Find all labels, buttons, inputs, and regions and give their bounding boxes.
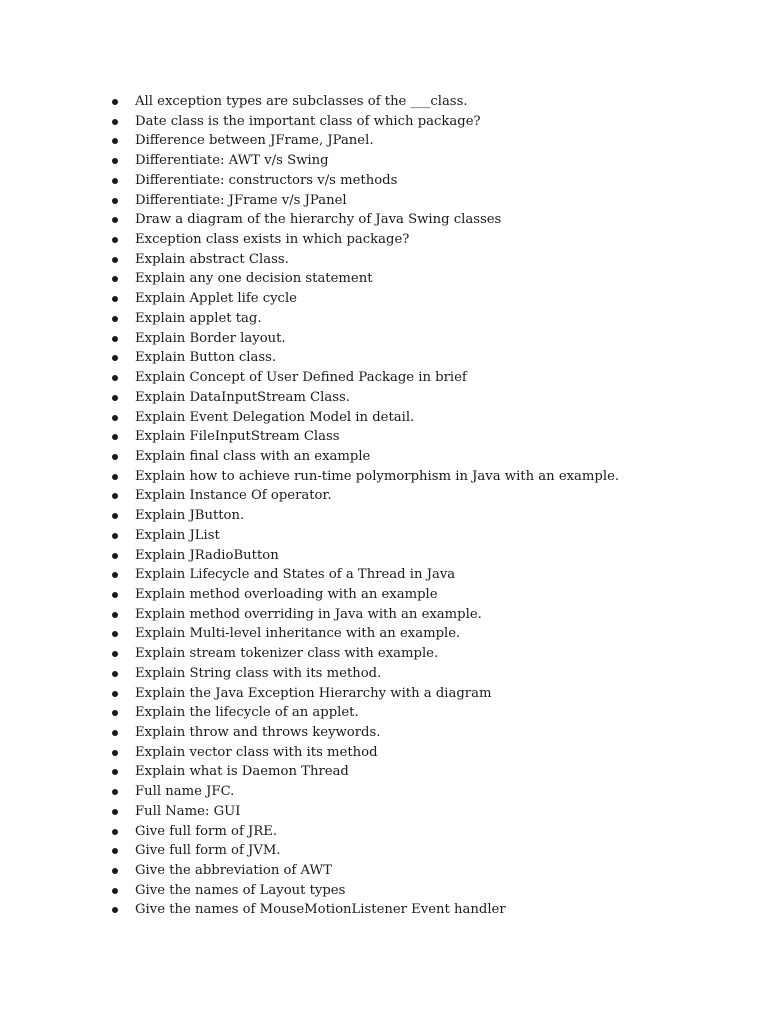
bullet-icon [112,257,118,263]
question-item [110,408,619,428]
question-text: Explain final class with an example [135,448,371,464]
question-text: Explain applet tag. [135,310,262,326]
question-text: Differentiate: JFrame v/s JPanel [135,192,347,208]
question-text: Explain throw and throws keywords. [135,725,381,740]
question-item [110,900,619,920]
question-item [110,841,619,861]
question-item [110,881,619,901]
bullet-icon [112,237,118,243]
bullet-icon [112,178,118,184]
bullet-icon [112,907,118,913]
question-item [110,664,619,684]
question-item [110,486,619,506]
question-item [110,230,619,250]
question-item [110,171,619,191]
question-item [110,269,619,289]
question-text: Explain what is Daemon Thread [135,764,349,780]
question-item [110,684,619,704]
question-text: Full Name: GUI [135,803,241,819]
bullet-icon [112,415,118,421]
question-item [110,762,619,782]
bullet-icon [112,651,118,657]
bullet-icon [112,217,118,223]
question-text: Explain Button class. [135,350,277,366]
question-item [110,861,619,881]
bullet-icon [112,671,118,677]
bullet-icon [112,138,118,144]
question-text: Explain JRadioButton [135,547,279,563]
bullet-icon [112,533,118,539]
question-item [110,191,619,211]
question-text: Give the names of MouseMotionListener Event handler [135,902,506,918]
question-item [110,703,619,723]
question-item [110,585,619,605]
bullet-icon [112,454,118,460]
question-text: Explain the lifecycle of an applet. [135,705,359,721]
question-item [110,112,619,132]
bullet-icon [112,572,118,578]
question-text: Explain DataInputStream Class. [135,389,350,405]
bullet-icon [112,434,118,440]
question-text: Draw a diagram of the hierarchy of Java Swing classes [135,212,502,228]
bullet-icon [112,336,118,342]
question-text: Explain Instance Of operator. [135,488,332,504]
question-item [110,447,619,467]
bullet-icon [112,809,118,815]
bullet-icon [112,198,118,204]
bullet-icon [112,395,118,401]
bullet-icon [112,375,118,381]
question-text: Differentiate: constructors v/s methods [135,172,398,188]
question-text: Give the names of Layout types [135,882,346,898]
question-item [110,822,619,842]
bullet-icon [112,848,118,854]
bullet-icon [112,553,118,559]
bullet-icon [112,355,118,361]
bullet-icon [112,493,118,499]
question-text: Explain Applet life cycle [135,291,297,307]
question-item [110,92,619,112]
question-item [110,526,619,546]
question-item [110,348,619,368]
bullet-icon [112,592,118,598]
question-text: Difference between JFrame, JPanel. [135,133,374,149]
bullet-icon [112,612,118,618]
question-text: Explain JButton. [135,508,245,524]
bullet-icon [112,750,118,756]
question-item [110,723,619,743]
question-text: Explain Concept of User Defined Package in brief [135,370,467,386]
question-text: Explain stream tokenizer class with example. [135,646,439,662]
bullet-icon [112,276,118,282]
question-text: Explain JList [135,527,220,543]
question-item [110,624,619,644]
bullet-icon [112,868,118,874]
question-item [110,210,619,230]
question-item [110,467,619,487]
question-text: Explain Lifecycle and States of a Thread in Java [135,567,456,583]
question-text: Explain FileInputStream Class [135,429,340,445]
question-text: Explain vector class with its method [135,744,378,760]
question-item [110,565,619,585]
bullet-icon [112,789,118,795]
bullet-icon [112,888,118,894]
question-item [110,151,619,171]
bullet-icon [112,158,118,164]
question-item [110,782,619,802]
question-item [110,329,619,349]
question-item [110,131,619,151]
question-text: Explain String class with its method. [135,665,382,681]
question-item [110,802,619,822]
question-text: Explain how to achieve run-time polymorphism in Java with an example. [135,468,620,484]
question-text: Exception class exists in which package? [135,232,410,248]
bullet-icon [112,730,118,736]
question-text: Explain method overriding in Java with an example. [135,606,482,622]
question-text: Explain Event Delegation Model in detail. [135,409,415,425]
question-text: Date class is the important class of which package? [135,113,481,129]
question-text: Give full form of JVM. [135,843,281,859]
question-item [110,427,619,447]
question-item [110,250,619,270]
question-text: Explain abstract Class. [135,251,289,267]
question-item [110,289,619,309]
question-item [110,743,619,763]
question-item [110,644,619,664]
question-item [110,546,619,566]
question-text: Explain the Java Exception Hierarchy with a diagram [135,685,492,701]
bullet-icon [112,474,118,480]
question-text: All exception types are subclasses of the ___class. [135,94,468,109]
question-item [110,388,619,408]
bullet-icon [112,710,118,716]
question-item [110,605,619,625]
bullet-icon [112,316,118,322]
question-text: Give the abbreviation of AWT [135,863,332,879]
question-list [110,92,619,920]
question-text: Full name JFC. [135,784,235,800]
bullet-icon [112,631,118,637]
question-item [110,309,619,329]
question-item [110,506,619,526]
bullet-icon [112,296,118,302]
question-text: Explain Multi-level inheritance with an example. [135,626,461,642]
question-text: Differentiate: AWT v/s Swing [135,153,329,169]
bullet-icon [112,119,118,125]
bullet-icon [112,99,118,105]
question-text: Give full form of JRE. [135,823,278,839]
question-text: Explain method overloading with an example [135,586,438,602]
bullet-icon [112,513,118,519]
bullet-icon [112,691,118,697]
question-text: Explain Border layout. [135,330,286,346]
question-text: Explain any one decision statement [135,271,373,287]
bullet-icon [112,769,118,775]
question-item [110,368,619,388]
bullet-icon [112,829,118,835]
